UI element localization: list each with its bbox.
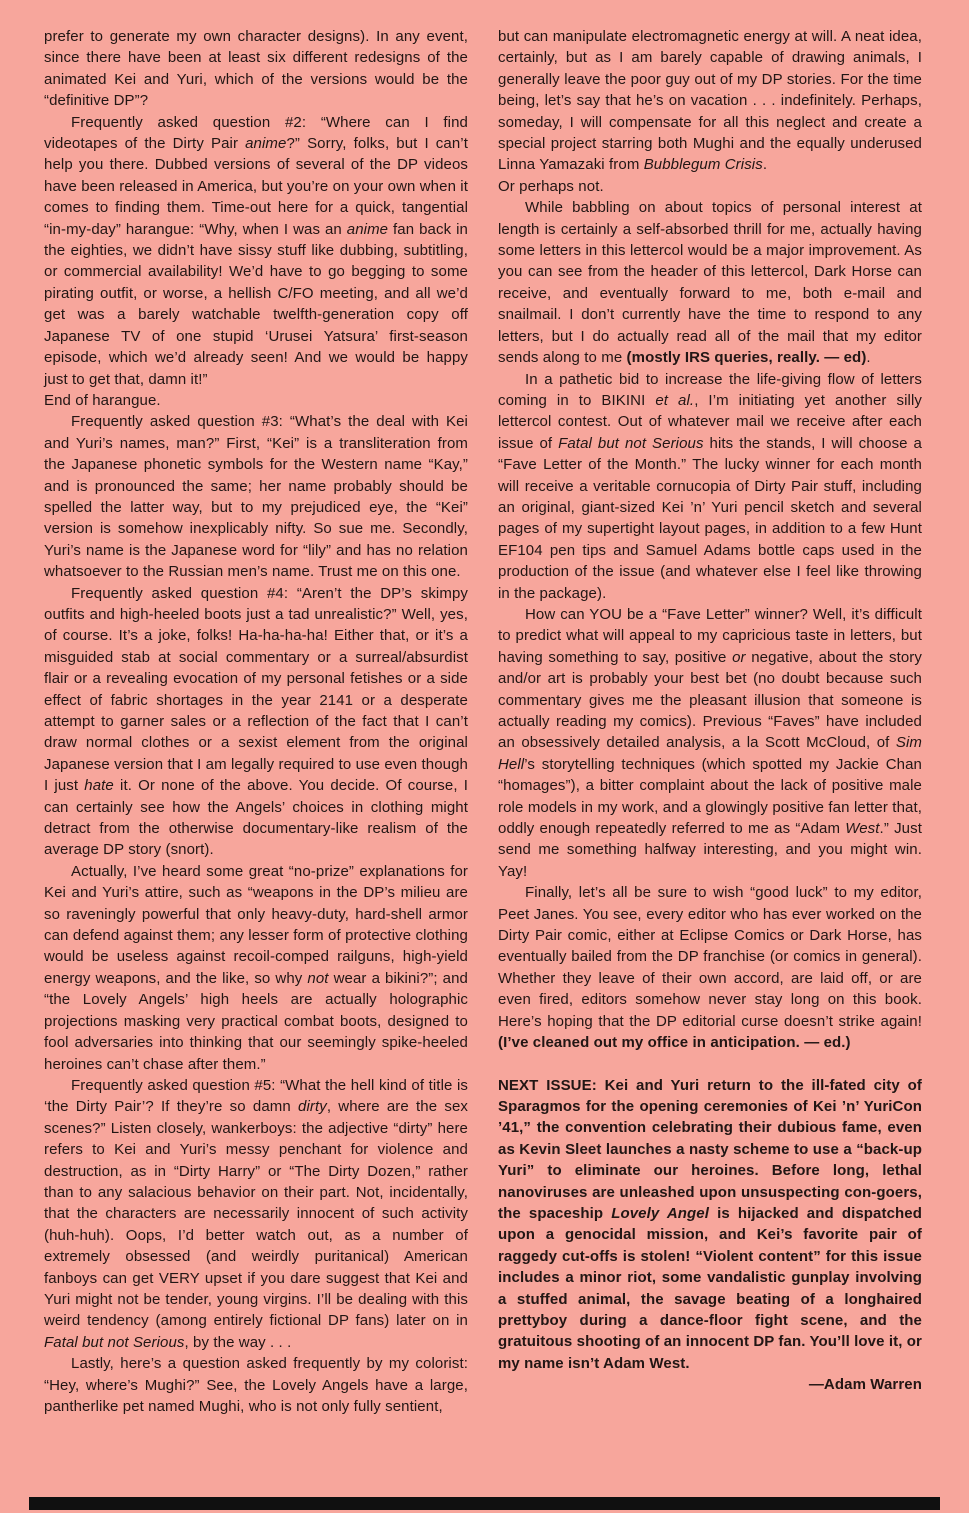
text-segment: Lovely Angel bbox=[611, 1204, 710, 1222]
text-segment: but can manipulate electromagnetic energy at will. A neat idea, certainly, but as I am barely capable of drawing animals, I generally leave the poor guy out of my DP stories. For the time being, let’s say that he’s on vacation . . . indefinitely. Perhaps, someday, I will compensate for all this neglect and create a special project starring both Mughi and the equally underused Linna Yamazaki from bbox=[498, 28, 922, 174]
text-segment: End of harangue. bbox=[44, 391, 161, 409]
paragraph bbox=[498, 26, 922, 176]
text-segment: , I’m initiating yet another silly lettercol contest. Out of whatever mail we receive after each issue of bbox=[498, 391, 922, 452]
text-segment: hits the stands, I will choose a “Fave Letter of the Month.” The lucky winner for each month will receive a veritable cornucopia of Dirty Pair stuff, including an original, giant-sized Kei ’n’ Yuri pencil sketch and several pages of my supertight layout pages, in addition to a few Hunt EF104 pen tips and Samuel Adams bottle caps used in the production of the issue (and whatever else I feel like throwing in the package). bbox=[498, 434, 922, 602]
text-segment: Sim Hell bbox=[498, 734, 922, 773]
text-segment: anime bbox=[245, 135, 287, 153]
left-column bbox=[44, 26, 468, 1417]
paragraph bbox=[44, 1353, 468, 1417]
text-segment: Frequently asked question #2: “Where can I find videotapes of the Dirty Pair bbox=[44, 113, 468, 153]
text-segment: Frequently asked question #5: “What the hell kind of title is ‘the Dirty Pair’? If they’re so damn bbox=[44, 1076, 468, 1116]
text-segment: prefer to generate my own character designs). In any event, since there have been at least six different redesigns of the animated Kei and Yuri, which of the versions would be the “definitive DP”? bbox=[44, 28, 468, 110]
paragraph bbox=[498, 197, 922, 368]
text-segment: . bbox=[762, 156, 768, 174]
text-segment: Fatal but not Serious bbox=[44, 1333, 185, 1351]
paragraph bbox=[44, 1075, 468, 1353]
text-segment: is hijacked and dispatched upon a genocidal mission, and Kei’s favorite pair of raggedy cut-offs is stolen! “Violent content” for this issue includes a minor riot, some vandalistic gunplay involving a stuffed animal, the savage beating of a longhaired prettyboy during a dance-floor fight scene, and the gratuitous shooting of an innocent DP fan. You’ll love it, or my name isn’t Adam West. bbox=[498, 1204, 923, 1372]
paragraph bbox=[498, 369, 922, 604]
text-segment: negative, about the story and/or art is probably your best bet (no doubt because such commentary gives me the pleasant illusion that someone is actually reading my comics). Previous “Faves” have included an obsessively detailed analysis, a la Scott McCloud, of bbox=[498, 648, 922, 752]
text-segment: How can YOU be a “Fave Letter” winner? Well, it’s difficult to predict what will appeal to my capricious taste in letters, but having something to say, positive bbox=[498, 605, 922, 666]
paragraph bbox=[498, 882, 922, 1053]
text-segment: Lastly, here’s a question asked frequently by my colorist: “Hey, where’s Mughi?” See, the Lovely Angels have a large, pantherlike pet named Mughi, who is not only fully sentient, bbox=[44, 1355, 468, 1415]
paragraph bbox=[44, 390, 468, 411]
text-segment: Bubblegum Crisis bbox=[643, 156, 763, 174]
text-segment: Or perhaps not. bbox=[498, 177, 604, 195]
paragraph bbox=[498, 1374, 922, 1395]
text-segment: .” Just send me something halfway interesting, and you might win. Yay! bbox=[498, 820, 922, 880]
text-segment: (I’ve cleaned out my office in anticipation. — ed.) bbox=[498, 1034, 851, 1052]
text-segment: NEXT ISSUE: Kei and Yuri return to the ill-fated city of Sparagmos for the opening ceremonies of Kei ’n’ YuriCon ’41,” the convention celebrating their dubious fame, even as Kevin Sleet launches a nasty scheme to use a “back-up Yuri” to eliminate our heroines. Before long, lethal nanoviruses are unleashed upon unsuspecting con-goers, the spaceship bbox=[498, 1076, 922, 1222]
text-segment: or bbox=[732, 648, 746, 666]
text-segment: . bbox=[866, 349, 871, 367]
text-segment: dirty bbox=[298, 1098, 327, 1116]
text-segment: hate bbox=[84, 777, 114, 795]
text-segment: Finally, let’s all be sure to wish “good luck” to my editor, Peet Janes. You see, every editor who has ever worked on the Dirty Pair comic, either at Eclipse Comics or Dark Horse, has eventually bailed from the DP franchise (or comics in general). Whether they leave of their own accord, are laid off, or are even fired, editors somehow never stay long on this book. Here’s hoping that the DP editorial curse doesn’t strike again! bbox=[498, 884, 922, 1030]
text-segment: Fatal but not Serious bbox=[558, 434, 704, 452]
text-segment: Frequently asked question #3: “What’s the deal with Kei and Yuri’s names, man?” First, “Kei” is a transliteration from the Japanese phonetic symbols for the Western name “Kay,” and is pronounced the same; her name probably should be spelled the latter way, but to my prejudiced eye, the “Kei” version is somehow inexplicably nifty. So sue me. Secondly, Yuri’s name is the Japanese word for “lily” and has no relation whatsoever to the Russian men’s name. Trust me on this one. bbox=[44, 413, 468, 581]
text-segment: In a pathetic bid to increase the life-giving flow of letters coming in to BIKINI bbox=[498, 370, 922, 409]
paragraph bbox=[44, 583, 468, 861]
paragraph bbox=[498, 176, 922, 197]
text-segment: ?” Sorry, folks, but I can’t help you there. Dubbed versions of several of the DP videos have been released in America, but you’re on your own when it comes to finding them. Time-out here for a quick, tangential “in-my-day” harangue: “Why, when I was an bbox=[44, 135, 468, 238]
text-segment: not bbox=[307, 969, 329, 987]
right-column bbox=[498, 26, 922, 1417]
paragraph bbox=[498, 1075, 922, 1375]
text-segment: anime bbox=[346, 220, 389, 238]
text-segment: , by the way . . . bbox=[184, 1333, 292, 1351]
paragraph bbox=[44, 861, 468, 1075]
text-segment: fan back in the eighties, we didn’t have sissy stuff like dubbing, subtitling, or commercial availability! We’d have to go begging to some pirating outfit, or worse, a hellish C/FO meeting, and all we’d get was a barely watchable twelfth-generation copy off Japanese TV of one stupid ‘Urusei Yatsura’ first-season episode, which we’d already seen! And we would be happy just to get that, damn it!” bbox=[44, 220, 468, 388]
paragraph bbox=[44, 411, 468, 582]
text-columns bbox=[44, 26, 922, 1417]
paragraph bbox=[44, 112, 468, 390]
text-segment: While babbling on about topics of personal interest at length is certainly a self-absorbed thrill for me, actually having some letters in this lettercol would be a major improvement. As you can see from the header of this lettercol, Dark Horse can receive, and eventually forward to me, both e-mail and snailmail. I don’t currently have the time to respond to any letters, but I do actually read all of the mail that my editor sends along to me bbox=[498, 199, 922, 367]
text-segment: ’s storytelling techniques (which spotted my Jackie Chan “homages”), a bitter complaint about the lack of positive male role models in my work, and a glowingly positive fan letter that, oddly enough repeatedly referred to me as “Adam bbox=[498, 755, 922, 838]
paragraph bbox=[498, 604, 922, 882]
text-segment: , where are the sex scenes?” Listen closely, wankerboys: the adjective “dirty” here refers to Kei and Yuri’s messy penchant for violence and destruction, as in “Dirty Harry” or “The Dirty Dozen,” rather than to any salacious behavior on their part. Not, incidentally, that the characters are necessarily innocent of such activity (huh-huh). Oops, I’d better watch out, as a number of extremely obsessed (and weirdly puritanical) American fanboys can get VERY upset if you dare suggest that Kei and Yuri might not be tender, young virgins. I’ll be dealing with this weird tendency (among entirely fictional DP fans) later on in bbox=[44, 1098, 469, 1330]
bottom-rule bbox=[29, 1497, 940, 1510]
text-segment: Frequently asked question #4: “Aren’t the DP’s skimpy outfits and high-heeled boots just a tad unrealistic?” Well, yes, of course. It’s a joke, folks! Ha-ha-ha-ha! Either that, or it’s a misguided stab at social commentary or a surreal/absurdist flair or a revealing evocation of my personal fetishes or a side effect of fabric shortages in the year 2141 or a desperate attempt to garner sales or a reflection of the fact that I can’t draw normal clothes or a sexist element from the original Japanese version that I am legally required to use even though I just bbox=[44, 584, 468, 795]
text-segment: Actually, I’ve heard some great “no-prize” explanations for Kei and Yuri’s attire, such as “weapons in the DP’s milieu are so raveningly powerful that only heavy-duty, hard-shell armor can defend against them; any lesser form of protective clothing would be useless against recoil-comped railguns, high-yield energy weapons, and the like, so why bbox=[44, 862, 468, 987]
text-segment: it. Or none of the above. You decide. Of course, I can certainly see how the Angels’ choices in clothing might detract from the otherwise documentary-like realism of the average DP story (snort). bbox=[44, 777, 468, 859]
text-segment: West bbox=[845, 820, 880, 838]
text-segment: —Adam Warren bbox=[808, 1376, 922, 1394]
text-segment: et al. bbox=[655, 391, 695, 409]
text-segment: wear a bikini?”; and “the Lovely Angels’ high heels are actually holographic projections masking very practical combat boots, designed to fool adversaries into thinking that our seemingly spike-heeled heroines can’t chase after them.” bbox=[44, 969, 468, 1073]
paragraph bbox=[44, 26, 468, 112]
text-segment: (mostly IRS queries, really. — ed) bbox=[626, 349, 867, 367]
